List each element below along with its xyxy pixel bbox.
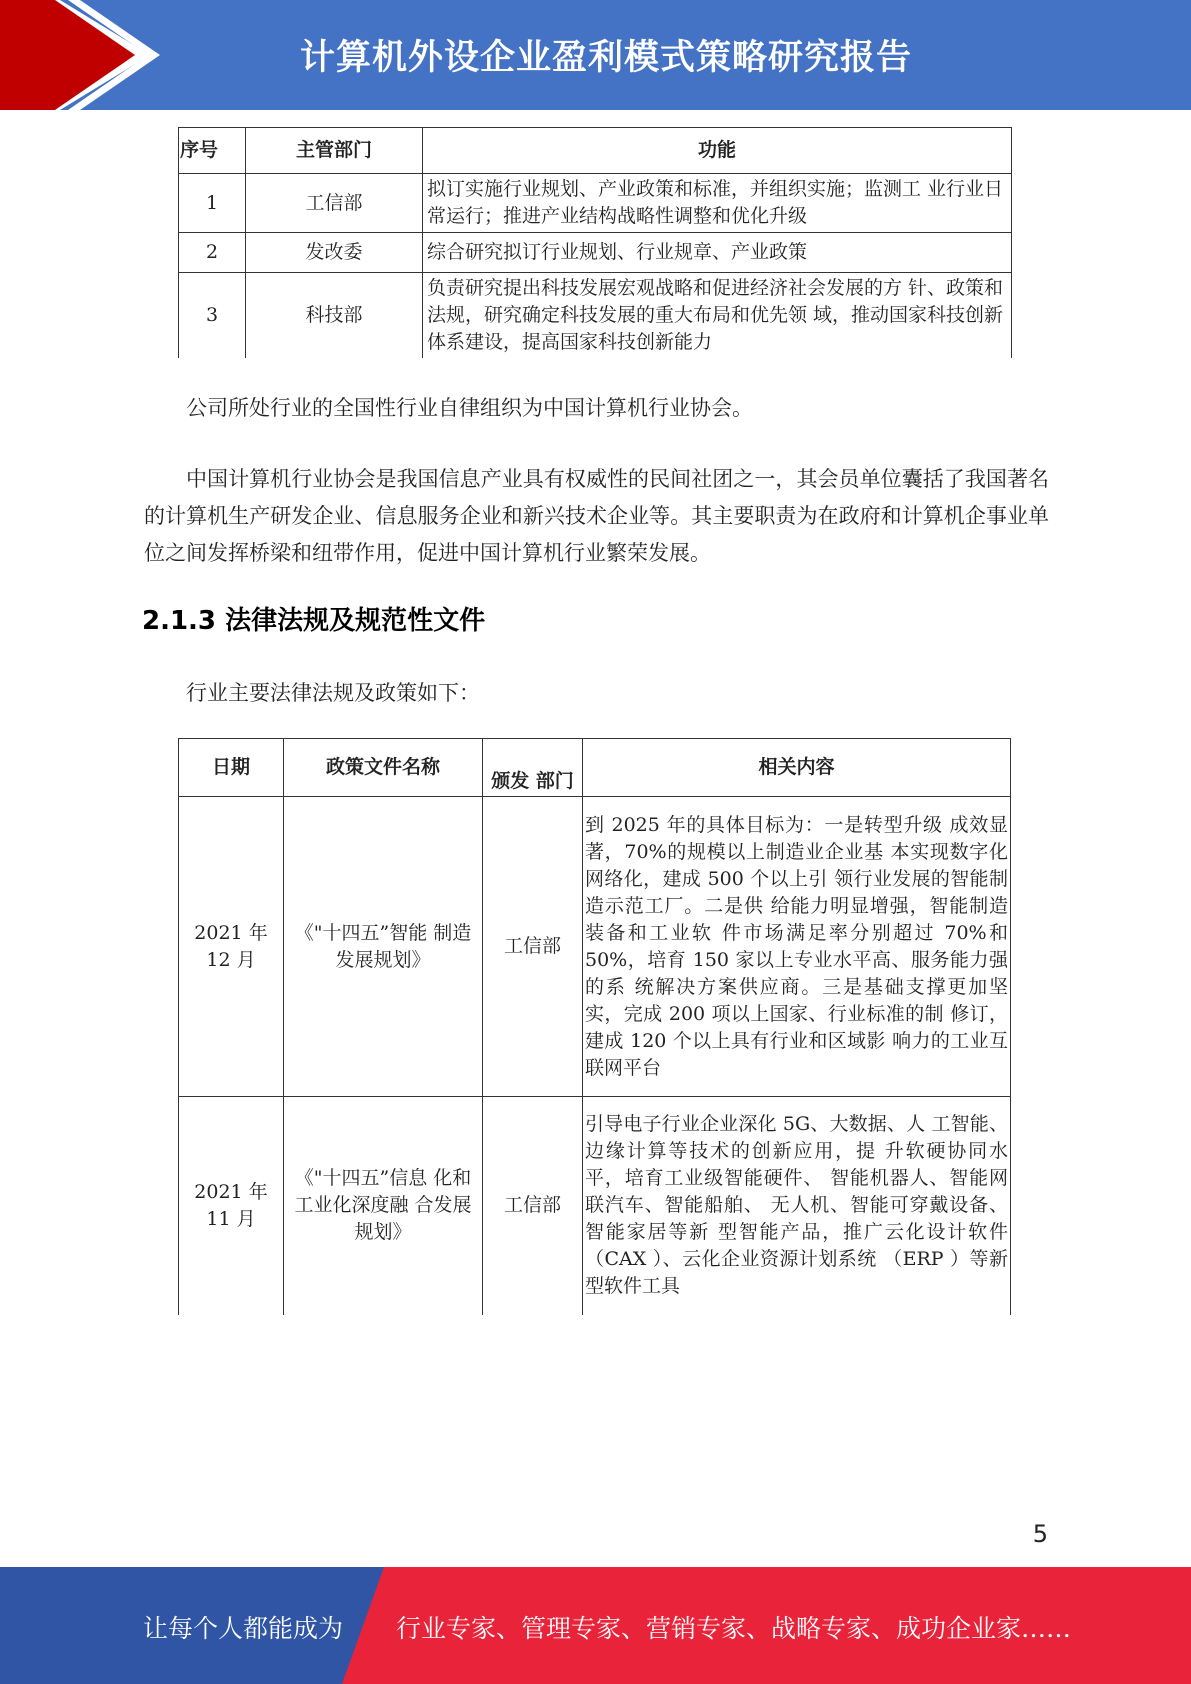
- table-cell: 工信部: [483, 797, 583, 1097]
- table-cell: 工信部: [246, 174, 423, 233]
- table-cell: 负责研究提出科技发展宏观战略和促进经济社会发展的方 针、政策和法规，研究确定科技发展的重大布局和优先领 域，推动国家科技创新体系建设，提高国家科技创新能力: [423, 273, 1012, 359]
- header-chevron-graphic: [0, 0, 160, 110]
- table-cell: 发改委: [246, 233, 423, 273]
- table-cell: 工信部: [483, 1097, 583, 1315]
- table-row: [179, 1097, 1011, 1315]
- policy-table: [178, 738, 1011, 1315]
- header-cell: 政策文件名称: [284, 739, 483, 797]
- page-number: 5: [1032, 1520, 1048, 1548]
- section-heading: 2.1.3 法律法规及规范性文件: [142, 606, 486, 636]
- paragraph: 中国计算机行业协会是我国信息产业具有权威性的民间社团之一，其会员单位囊括了我国著名的计算机生产研发企业、信息服务企业和新兴技术企业等。其主要职责为在政府和计算机企事业单位之间发挥桥梁和纽带作用，促进中国计算机行业繁荣发展。: [144, 467, 1049, 565]
- table-cell: 引导电子行业企业深化 5G、大数据、人 工智能、边缘计算等技术的创新应用，提 升软硬协同水平，培育工业级智能硬件、 智能机器人、智能网联汽车、智能船舶、 无人机、智能可穿戴设备、智能家居等新 型智能产品，推广云化设计软件 （CAX ）、云化企业资源计划系统 （ERP ）等新型软件工具: [583, 1097, 1011, 1315]
- footer-slogan-left: 让每个人都能成为: [143, 1614, 344, 1643]
- table-row: [179, 233, 1012, 273]
- header-cell: 相关内容: [583, 739, 1011, 797]
- header-cell: 颁发 部门: [483, 739, 583, 797]
- table-header-row: [179, 739, 1011, 797]
- table-row: [179, 174, 1012, 233]
- table-cell: 1: [179, 174, 246, 233]
- table-row: [179, 797, 1011, 1097]
- header-cell: 主管部门: [246, 128, 423, 174]
- table-cell: 拟订实施行业规划、产业政策和标准，并组织实施；监测工 业行业日常运行；推进产业结构战略性调整和优化升级: [423, 174, 1012, 233]
- header-cell: 日期: [179, 739, 284, 797]
- table-cell: 2021 年 11 月: [179, 1097, 284, 1315]
- footer-slogan-right: 行业专家、管理专家、营销专家、战略专家、成功企业家……: [396, 1614, 1072, 1643]
- table-cell: 到 2025 年的具体目标为：一是转型升级 成效显著，70%的规模以上制造业企业基 本实现数字化网络化，建成 500 个以上引 领行业发展的智能制造示范工厂。二是供 给能力明显增强，智能制造装备和工业软 件市场满足率分别超过 70%和 50%，培育 150 家以上专业水平高、服务能力强的系 统解决方案供应商。三是基础支撑更加坚实，完成 200 项以上国家、行业标准的制 修订，建成 120 个以上具有行业和区域影 响力的工业互联网平台: [583, 797, 1011, 1097]
- table-cell: 综合研究拟订行业规划、行业规章、产业政策: [423, 233, 1012, 273]
- page-footer: [0, 1567, 1191, 1684]
- header-cell: 序号: [179, 128, 246, 174]
- table-cell: 《"十四五”信息 化和工业化深度融 合发展规划》: [284, 1097, 483, 1315]
- table-cell: 3: [179, 273, 246, 359]
- table-cell: 2021 年 12 月: [179, 797, 284, 1097]
- page-header: [0, 0, 1191, 110]
- table-header-row: [179, 128, 1012, 174]
- table-cell: 《"十四五”智能 制造发展规划》: [284, 797, 483, 1097]
- department-table: [178, 127, 1012, 358]
- header-cell: 功能: [423, 128, 1012, 174]
- paragraph: 行业主要法律法规及政策如下：: [186, 681, 480, 705]
- table-cell: 2: [179, 233, 246, 273]
- table-row: [179, 273, 1012, 359]
- paragraph: 公司所处行业的全国性行业自律组织为中国计算机行业协会。: [186, 396, 753, 420]
- report-title: 计算机外设企业盈利模式策略研究报告: [300, 38, 913, 78]
- table-cell: 科技部: [246, 273, 423, 359]
